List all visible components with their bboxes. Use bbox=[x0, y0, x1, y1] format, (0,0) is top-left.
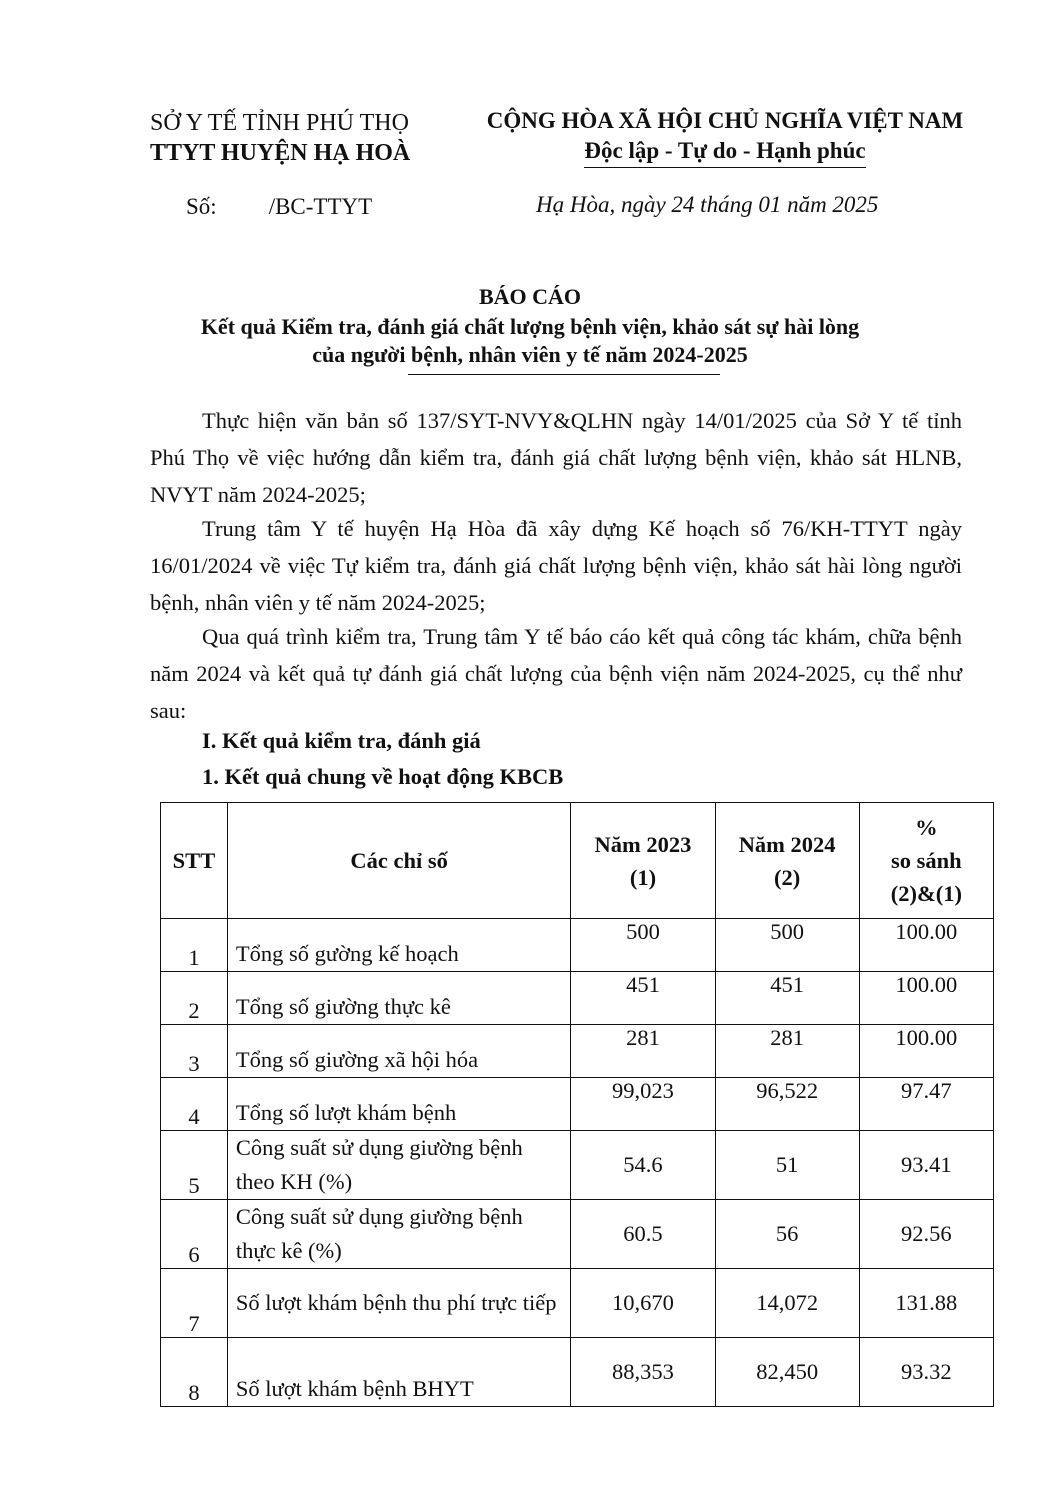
header-year-2024 bbox=[715, 803, 859, 919]
row-percent: 100.00 bbox=[859, 972, 993, 1025]
row-percent: 93.32 bbox=[859, 1338, 993, 1407]
issuing-organization bbox=[150, 108, 440, 168]
row-indicator: Công suất sử dụng giường bệnh theo KH (%) bbox=[227, 1131, 571, 1200]
row-stt: 4 bbox=[161, 1078, 228, 1131]
report-subtitle-line-2: của người bệnh, nhân viên y tế năm 2024-2025 bbox=[312, 342, 748, 367]
row-indicator: Tổng số giường thực kê bbox=[227, 972, 571, 1025]
row-value-2023: 451 bbox=[571, 972, 715, 1025]
row-percent: 100.00 bbox=[859, 1025, 993, 1078]
row-indicator: Số lượt khám bệnh BHYT bbox=[227, 1338, 571, 1407]
row-percent: 97.47 bbox=[859, 1078, 993, 1131]
national-motto: Độc lập - Tự do - Hạnh phúc bbox=[584, 136, 865, 168]
document-date: Hạ Hòa, ngày 24 tháng 01 năm 2025 bbox=[536, 192, 879, 217]
document-number bbox=[186, 194, 372, 220]
header-year-2024-label: Năm 2024 bbox=[738, 831, 836, 857]
header-indicators: Các chỉ số bbox=[227, 803, 571, 919]
row-percent: 92.56 bbox=[859, 1200, 993, 1269]
row-value-2024: 82,450 bbox=[715, 1338, 859, 1407]
organization-name: TTYT HUYỆN HẠ HOÀ bbox=[150, 140, 411, 166]
row-indicator: Tổng số lượt khám bệnh bbox=[227, 1078, 571, 1131]
row-percent: 93.41 bbox=[859, 1131, 993, 1200]
table-row bbox=[161, 1200, 994, 1269]
row-stt: 6 bbox=[161, 1200, 228, 1269]
row-indicator: Tổng số gường kế hoạch bbox=[227, 919, 571, 972]
table-row bbox=[161, 1338, 994, 1407]
parent-organization: SỞ Y TẾ TỈNH PHÚ THỌ bbox=[150, 110, 409, 136]
row-value-2024: 451 bbox=[715, 972, 859, 1025]
row-value-2023: 88,353 bbox=[571, 1338, 715, 1407]
row-percent: 100.00 bbox=[859, 919, 993, 972]
row-stt: 1 bbox=[161, 919, 228, 972]
row-value-2023: 60.5 bbox=[571, 1200, 715, 1269]
row-percent: 131.88 bbox=[859, 1269, 993, 1338]
header-percent-formula: (2)&(1) bbox=[890, 881, 962, 906]
nation-name: CỘNG HÒA XÃ HỘI CHỦ NGHĨA VIỆT NAM bbox=[486, 108, 964, 133]
row-stt: 2 bbox=[161, 972, 228, 1025]
row-stt: 8 bbox=[161, 1338, 228, 1407]
header-percent-compare bbox=[859, 803, 993, 919]
row-value-2024: 96,522 bbox=[715, 1078, 859, 1131]
row-value-2023: 99,023 bbox=[571, 1078, 715, 1131]
header-percent-symbol: % bbox=[915, 815, 938, 840]
row-indicator: Số lượt khám bệnh thu phí trực tiếp bbox=[227, 1269, 571, 1338]
row-indicator: Tổng số giường xã hội hóa bbox=[227, 1025, 571, 1078]
table-row bbox=[161, 972, 994, 1025]
header-year-2023-label: Năm 2023 bbox=[594, 831, 692, 857]
row-value-2023: 281 bbox=[571, 1025, 715, 1078]
row-value-2023: 10,670 bbox=[571, 1269, 715, 1338]
document-number-suffix: /BC-TTYT bbox=[268, 194, 373, 219]
national-heading bbox=[470, 106, 980, 168]
paragraph-plan: Trung tâm Y tế huyện Hạ Hòa đã xây dựng Kế hoạch số 76/KH-TTYT ngày 16/01/2024 về việc Tự kiểm tra, đánh giá chất lượng bệnh viện, khảo sát hài lòng người bệnh, nhân viên y tế năm 2024-2025; bbox=[150, 516, 962, 615]
row-value-2023: 500 bbox=[571, 919, 715, 972]
row-stt: 5 bbox=[161, 1131, 228, 1200]
table-row bbox=[161, 1131, 994, 1200]
row-indicator: Công suất sử dụng giường bệnh thực kê (%) bbox=[227, 1200, 571, 1269]
table-row bbox=[161, 919, 994, 972]
header-year-2023-index: (1) bbox=[629, 864, 657, 890]
table-header-row bbox=[161, 803, 994, 919]
document-number-label: Số: bbox=[186, 194, 217, 219]
report-title: BÁO CÁO bbox=[478, 284, 582, 309]
row-value-2024: 56 bbox=[715, 1200, 859, 1269]
paragraph-summary: Qua quá trình kiểm tra, Trung tâm Y tế báo cáo kết quả công tác khám, chữa bệnh năm 2024 và kết quả tự đánh giá chất lượng của bệnh viện năm 2024-2025, cụ thể như sau: bbox=[150, 624, 962, 723]
paragraph-reference: Thực hiện văn bản số 137/SYT-NVY&QLHN ngày 14/01/2025 của Sở Y tế tỉnh Phú Thọ về việc hướng dẫn kiểm tra, đánh giá chất lượng bệnh viện, khảo sát HLNB, NVYT năm 2024-2025; bbox=[150, 408, 962, 507]
subsection-heading-1: 1. Kết quả chung về hoạt động KBCB bbox=[202, 764, 564, 789]
row-value-2024: 51 bbox=[715, 1131, 859, 1200]
table-row bbox=[161, 1025, 994, 1078]
row-value-2023: 54.6 bbox=[571, 1131, 715, 1200]
section-heading-1: I. Kết quả kiểm tra, đánh giá bbox=[202, 728, 481, 753]
header-year-2023 bbox=[571, 803, 715, 919]
title-underline bbox=[408, 374, 720, 375]
report-subtitle-line-1: Kết quả Kiểm tra, đánh giá chất lượng bệnh viện, khảo sát sự hài lòng bbox=[200, 314, 860, 339]
row-value-2024: 14,072 bbox=[715, 1269, 859, 1338]
row-stt: 3 bbox=[161, 1025, 228, 1078]
header-year-2024-index: (2) bbox=[774, 864, 801, 890]
header-stt: STT bbox=[161, 803, 228, 919]
table-row bbox=[161, 1269, 994, 1338]
results-table bbox=[160, 802, 994, 1407]
row-stt: 7 bbox=[161, 1269, 228, 1338]
row-value-2024: 281 bbox=[715, 1025, 859, 1078]
table-row bbox=[161, 1078, 994, 1131]
row-value-2024: 500 bbox=[715, 919, 859, 972]
header-percent-label: so sánh bbox=[891, 848, 962, 873]
